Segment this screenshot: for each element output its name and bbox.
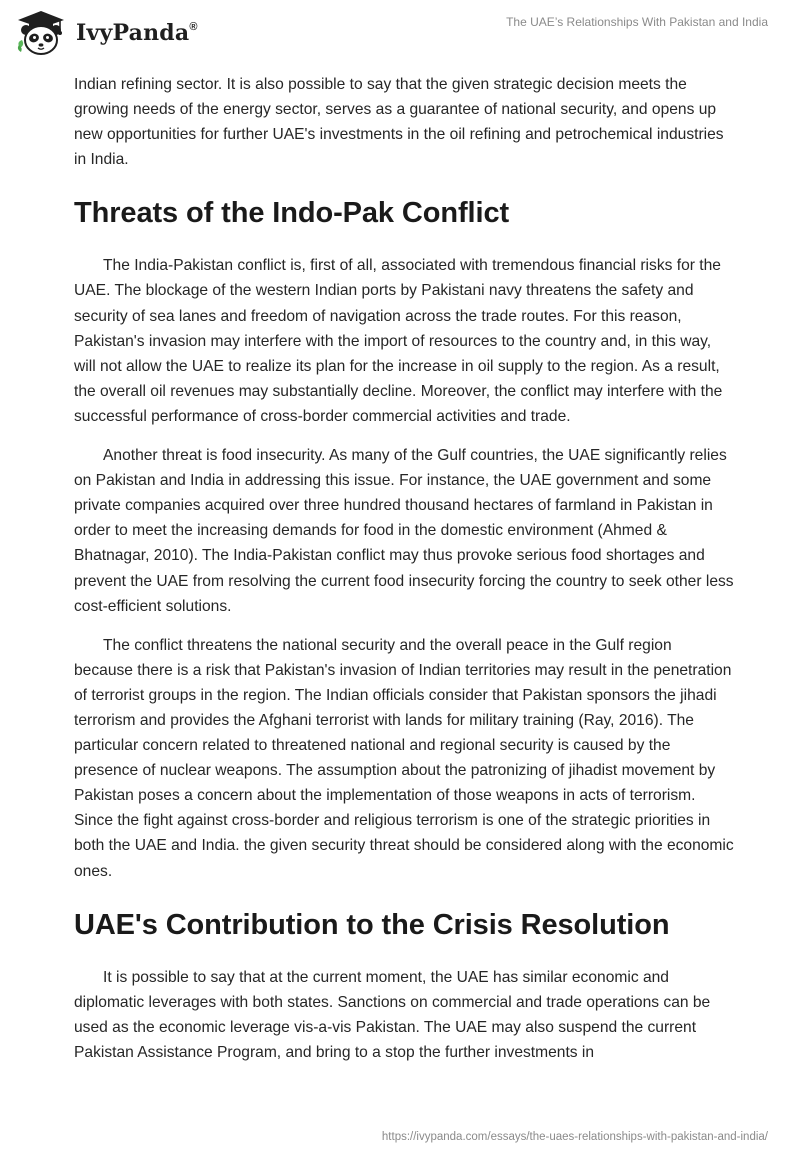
paragraph: Another threat is food insecurity. As many of the Gulf countries, the UAE significantly relies on Pakistan and India in addressing this issue. For instance, the UAE government and some private companies acquired over three hundred thousand hectares of farmland in Pakistan in order to meet the increasing demands for food in the domestic environment (Ahmed & Bhatnagar, 2010). The India-Pakistan conflict may thus provoke serious food shortages and prevent the UAE from resolving the current food insecurity forcing the country to seek other less cost-efficient solutions. bbox=[74, 447, 734, 615]
essay-content bbox=[74, 72, 734, 1065]
panda-graduate-icon bbox=[14, 8, 68, 58]
intro-paragraph: Indian refining sector. It is also possible to say that the given strategic decision meets the growing needs of the energy sector, serves as a guarantee of national security, and opens up new opportunities for further UAE's investments in the oil refining and petrochemical industries in India. bbox=[74, 76, 724, 169]
paragraph: The conflict threatens the national security and the overall peace in the Gulf region because there is a risk that Pakistan's invasion of Indian territories may result in the penetration of terrorist groups in the region. The Indian officials consider that Pakistan sponsors the jihadi terrorism and provides the Afghani terrorist with lands for military training (Ray, 2016). The particular concern related to threatened national and regional security is caused by the presence of nuclear weapons. The assumption about the patronizing of jihadist movement by Pakistan poses a concern about the implementation of those weapons in acts of terrorism. Since the fight against cross-border and religious terrorism is one of the strategic priorities in both the UAE and India. the given security threat should be considered along with the economic ones. bbox=[74, 636, 734, 880]
brand-text: IvyPanda bbox=[76, 20, 190, 46]
brand-name bbox=[76, 20, 198, 46]
section-heading-threats: Threats of the Indo-Pak Conflict bbox=[74, 197, 510, 230]
ivypanda-logo[interactable] bbox=[14, 8, 198, 58]
paragraph: The India-Pakistan conflict is, first of all, associated with tremendous financial risks for the UAE. The blockage of the western Indian ports by Pakistani navy threatens the safety and security of sea lanes and freedom of navigation across the trade routes. For this reason, Pakistan's invasion may interfere with the import of resources to the country and, in this way, will not allow the UAE to realize its plan for the increase in oil supply to the region. As a result, the overall oil revenues may substantially decline. Moreover, the conflict may interfere with the successful performance of cross-border commercial activities and trade. bbox=[74, 257, 723, 425]
registered-mark: ® bbox=[189, 21, 198, 33]
source-url[interactable]: https://ivypanda.com/essays/the-uaes-relationships-with-pakistan-and-india/ bbox=[381, 1131, 768, 1143]
page-header bbox=[0, 0, 800, 62]
document-title: The UAE’s Relationships With Pakistan and India bbox=[506, 15, 768, 29]
section-heading-contribution: UAE's Contribution to the Crisis Resolution bbox=[74, 908, 670, 941]
paragraph: It is possible to say that at the current moment, the UAE has similar economic and diplomatic leverages with both states. Sanctions on commercial and trade operations can be used as the economic leverage vis-a-vis Pakistan. The UAE may also suspend the current Pakistan Assistance Program, and bring to a stop the further investments in bbox=[74, 968, 711, 1061]
